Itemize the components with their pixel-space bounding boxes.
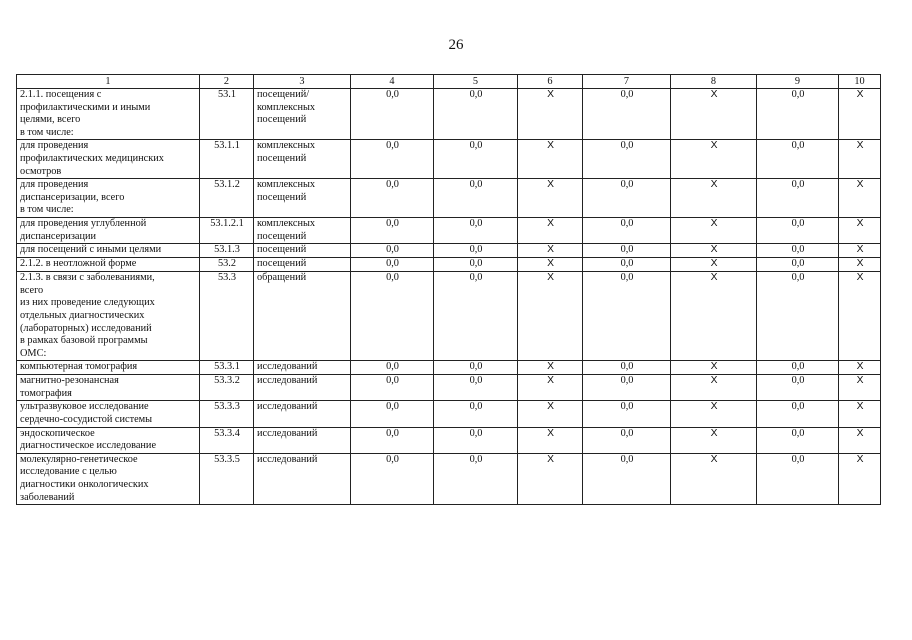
mark-cell: X [839, 179, 881, 218]
header-cell: 8 [671, 75, 757, 89]
mark-cell: X [671, 244, 757, 258]
mark-cell: X [839, 401, 881, 427]
value-cell: 0,0 [757, 244, 839, 258]
row-name-cell: 2.1.2. в неотложной форме [17, 258, 200, 272]
value-cell: 0,0 [583, 361, 671, 375]
mark-cell: X [518, 89, 583, 140]
page-number: 26 [448, 37, 464, 53]
value-cell: 0,0 [351, 401, 434, 427]
mark-cell: X [671, 258, 757, 272]
mark-cell: X [839, 272, 881, 361]
mark-cell: X [518, 244, 583, 258]
value-cell: 0,0 [434, 272, 518, 361]
value-cell: 0,0 [583, 244, 671, 258]
value-cell: 0,0 [583, 427, 671, 453]
value-cell: 0,0 [757, 427, 839, 453]
table-row [17, 179, 881, 218]
value-cell: 0,0 [351, 453, 434, 504]
mark-cell: X [518, 140, 583, 179]
mark-cell: X [518, 401, 583, 427]
row-code-cell: 53.2 [200, 258, 254, 272]
value-cell: 0,0 [351, 427, 434, 453]
row-unit-cell: обращений [254, 272, 351, 361]
row-name-cell: ультразвуковое исследование сердечно-сосудистой системы [17, 401, 200, 427]
value-cell: 0,0 [434, 217, 518, 243]
header-cell: 1 [17, 75, 200, 89]
mark-cell: X [518, 453, 583, 504]
value-cell: 0,0 [351, 89, 434, 140]
value-cell: 0,0 [583, 258, 671, 272]
row-code-cell: 53.1 [200, 89, 254, 140]
table-row [17, 453, 881, 504]
value-cell: 0,0 [757, 217, 839, 243]
header-cell: 4 [351, 75, 434, 89]
value-cell: 0,0 [583, 453, 671, 504]
header-cell: 9 [757, 75, 839, 89]
table-row [17, 140, 881, 179]
mark-cell: X [839, 140, 881, 179]
row-code-cell: 53.1.1 [200, 140, 254, 179]
value-cell: 0,0 [583, 401, 671, 427]
row-unit-cell: исследований [254, 453, 351, 504]
mark-cell: X [839, 453, 881, 504]
row-code-cell: 53.3.5 [200, 453, 254, 504]
row-unit-cell: исследований [254, 401, 351, 427]
value-cell: 0,0 [583, 217, 671, 243]
value-cell: 0,0 [434, 179, 518, 218]
row-name-cell: 2.1.1. посещения с профилактическими и иными целями, всего в том числе: [17, 89, 200, 140]
row-name-cell: 2.1.3. в связи с заболеваниями, всего из них проведение следующих отдельных диагностических (лабораторных) исследований в рамках базовой программы ОМС: [17, 272, 200, 361]
value-cell: 0,0 [583, 375, 671, 401]
row-name-cell: для посещений с иными целями [17, 244, 200, 258]
value-cell: 0,0 [757, 453, 839, 504]
table-row [17, 375, 881, 401]
mark-cell: X [671, 272, 757, 361]
row-name-cell: эндоскопическое диагностическое исследование [17, 427, 200, 453]
value-cell: 0,0 [434, 401, 518, 427]
mark-cell: X [671, 217, 757, 243]
mark-cell: X [839, 217, 881, 243]
value-cell: 0,0 [757, 140, 839, 179]
mark-cell: X [671, 140, 757, 179]
value-cell: 0,0 [757, 89, 839, 140]
row-unit-cell: комплексных посещений [254, 217, 351, 243]
mark-cell: X [671, 453, 757, 504]
value-cell: 0,0 [757, 179, 839, 218]
mark-cell: X [839, 244, 881, 258]
value-cell: 0,0 [757, 375, 839, 401]
row-unit-cell: посещений/ комплексных посещений [254, 89, 351, 140]
mark-cell: X [671, 179, 757, 218]
mark-cell: X [518, 427, 583, 453]
value-cell: 0,0 [351, 258, 434, 272]
value-cell: 0,0 [434, 375, 518, 401]
mark-cell: X [839, 427, 881, 453]
table-row [17, 361, 881, 375]
table-body [17, 89, 881, 505]
mark-cell: X [518, 258, 583, 272]
table-row [17, 89, 881, 140]
value-cell: 0,0 [434, 258, 518, 272]
value-cell: 0,0 [351, 217, 434, 243]
table-row [17, 258, 881, 272]
row-unit-cell: комплексных посещений [254, 140, 351, 179]
value-cell: 0,0 [757, 272, 839, 361]
mark-cell: X [839, 361, 881, 375]
row-code-cell: 53.3 [200, 272, 254, 361]
header-cell: 10 [839, 75, 881, 89]
value-cell: 0,0 [351, 375, 434, 401]
header-cell: 7 [583, 75, 671, 89]
value-cell: 0,0 [351, 361, 434, 375]
value-cell: 0,0 [583, 272, 671, 361]
mark-cell: X [839, 375, 881, 401]
value-cell: 0,0 [757, 361, 839, 375]
table-row [17, 427, 881, 453]
row-code-cell: 53.1.2.1 [200, 217, 254, 243]
row-code-cell: 53.1.3 [200, 244, 254, 258]
value-cell: 0,0 [351, 244, 434, 258]
row-unit-cell: исследований [254, 427, 351, 453]
value-cell: 0,0 [434, 453, 518, 504]
row-unit-cell: исследований [254, 361, 351, 375]
mark-cell: X [671, 89, 757, 140]
header-cell: 6 [518, 75, 583, 89]
header-cell: 3 [254, 75, 351, 89]
row-code-cell: 53.3.3 [200, 401, 254, 427]
table-row [17, 244, 881, 258]
row-code-cell: 53.3.4 [200, 427, 254, 453]
value-cell: 0,0 [757, 401, 839, 427]
table-row [17, 217, 881, 243]
mark-cell: X [671, 375, 757, 401]
row-name-cell: для проведения углубленной диспансеризации [17, 217, 200, 243]
header-cell: 5 [434, 75, 518, 89]
value-cell: 0,0 [434, 89, 518, 140]
mark-cell: X [671, 427, 757, 453]
row-unit-cell: посещений [254, 244, 351, 258]
header-cell: 2 [200, 75, 254, 89]
mark-cell: X [518, 179, 583, 218]
value-cell: 0,0 [351, 140, 434, 179]
row-unit-cell: комплексных посещений [254, 179, 351, 218]
table-header-row [17, 75, 881, 89]
row-unit-cell: посещений [254, 258, 351, 272]
mark-cell: X [671, 401, 757, 427]
value-cell: 0,0 [583, 89, 671, 140]
row-name-cell: для проведения диспансеризации, всего в том числе: [17, 179, 200, 218]
row-name-cell: молекулярно-генетическое исследование с целью диагностики онкологических заболеваний [17, 453, 200, 504]
value-cell: 0,0 [583, 140, 671, 179]
table-row [17, 401, 881, 427]
mark-cell: X [839, 89, 881, 140]
mark-cell: X [839, 258, 881, 272]
value-cell: 0,0 [351, 179, 434, 218]
value-cell: 0,0 [434, 244, 518, 258]
row-name-cell: для проведения профилактических медицинских осмотров [17, 140, 200, 179]
mark-cell: X [518, 272, 583, 361]
mark-cell: X [518, 361, 583, 375]
value-cell: 0,0 [434, 140, 518, 179]
mark-cell: X [671, 361, 757, 375]
value-cell: 0,0 [757, 258, 839, 272]
value-cell: 0,0 [583, 179, 671, 218]
row-code-cell: 53.3.2 [200, 375, 254, 401]
mark-cell: X [518, 217, 583, 243]
row-name-cell: магнитно-резонансная томография [17, 375, 200, 401]
value-cell: 0,0 [434, 427, 518, 453]
value-cell: 0,0 [434, 361, 518, 375]
row-code-cell: 53.1.2 [200, 179, 254, 218]
row-code-cell: 53.3.1 [200, 361, 254, 375]
row-unit-cell: исследований [254, 375, 351, 401]
value-cell: 0,0 [351, 272, 434, 361]
table-row [17, 272, 881, 361]
mark-cell: X [518, 375, 583, 401]
data-table [16, 74, 881, 505]
row-name-cell: компьютерная томография [17, 361, 200, 375]
